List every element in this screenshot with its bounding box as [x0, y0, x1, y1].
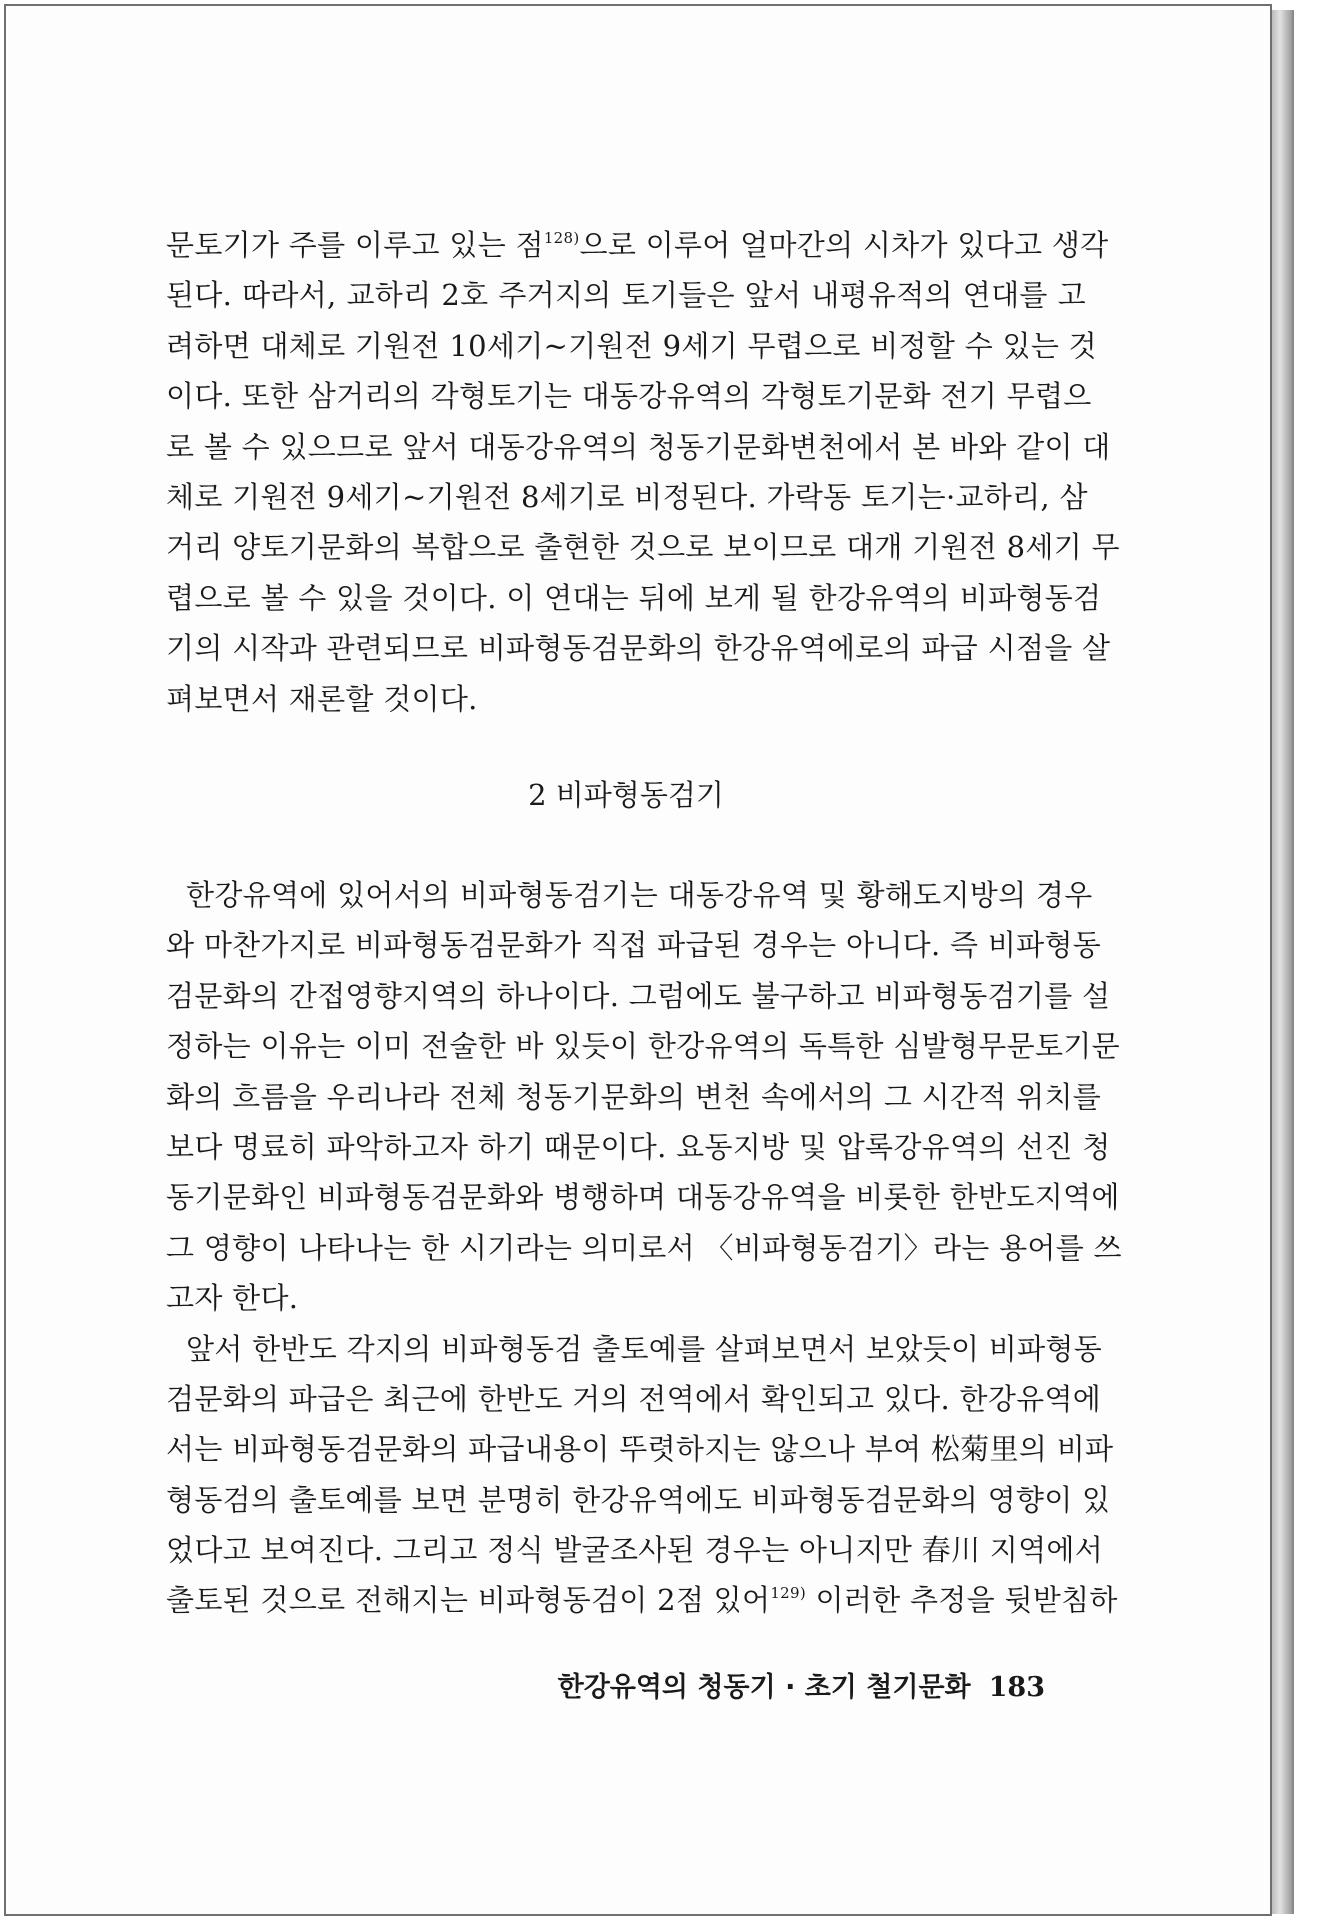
paragraph-1-line-8: 렵으로 볼 수 있을 것이다. 이 연대는 뒤에 보게 될 한강유역의 비파형동검 [166, 580, 1102, 615]
paragraph-2-line-1: 한강유역에 있어서의 비파형동검기는 대동강유역 및 황해도지방의 경우 [186, 878, 1093, 912]
paragraph-3 [166, 1324, 1118, 1626]
paragraph-1-line-9: 기의 시작과 관련되므로 비파형동검문화의 한강유역에로의 파급 시점을 살 [166, 631, 1111, 666]
page-stack-edge [1272, 10, 1294, 1914]
paragraph-2-line-6: 보다 명료히 파악하고자 하기 때문이다. 요동지방 및 압록강유역의 선진 청 [166, 1129, 1111, 1164]
paragraph-2-line-2: 와 마찬가지로 비파형동검문화가 직접 파급된 경우는 아니다. 즉 비파형동 [166, 928, 1102, 963]
paragraph-2-line-7: 동기문화인 비파형동검문화와 병행하며 대동강유역을 비롯한 한반도지역에 [166, 1180, 1120, 1215]
section-title: 2 비파형동검기 [528, 778, 724, 812]
running-title: 한강유역의 청동기 · 초기 철기문화 [557, 1672, 971, 1703]
paragraph-1 [166, 220, 1120, 724]
paragraph-3-line-1: 앞서 한반도 각지의 비파형동검 출토예를 살펴보면서 보았듯이 비파형동 [186, 1331, 1103, 1366]
paragraph-1-line-4: 이다. 또한 삼거리의 각형토기는 대동강유역의 각형토기문화 전기 무렵으 [166, 379, 1092, 414]
paragraph-1-line-3: 려하면 대체로 기원전 10세기~기원전 9세기 무렵으로 비정할 수 있는 것 [166, 328, 1097, 363]
paragraph-2-line-9: 고자 한다. [166, 1281, 299, 1316]
paragraph-3-line-6 [166, 1575, 1118, 1625]
paragraph-1-line-1-end: 으로 이루어 얼마간의 시차가 있다고 생각 [579, 228, 1109, 262]
paragraph-1-line-1 [166, 220, 1109, 270]
paragraph-1-line-7: 거리 양토기문화의 복합으로 출현한 것으로 보이므로 대개 기원전 8세기 무 [166, 530, 1120, 565]
paragraph-1-line-10: 펴보면서 재론할 것이다. [166, 681, 478, 716]
paragraph-2-line-3: 검문화의 간접영향지역의 하나이다. 그럼에도 불구하고 비파형동검기를 설 [166, 978, 1111, 1013]
paragraph-3-line-6-start: 출토된 것으로 전해지는 비파형동검이 2점 있어 [166, 1583, 771, 1618]
paragraph-1-line-1-start: 문토기가 주를 이루고 있는 점 [166, 228, 544, 262]
paragraph-3-line-4: 형동검의 출토예를 보면 분명히 한강유역에도 비파형동검문화의 영향이 있 [166, 1482, 1111, 1517]
paragraph-3-line-3: 서는 비파형동검문화의 파급내용이 뚜렷하지는 않으나 부여 松菊里의 비파 [166, 1432, 1114, 1467]
footnote-ref-129: 129) [770, 1584, 806, 1603]
paragraph-1-line-6: 체로 기원전 9세기~기원전 8세기로 비정된다. 가락동 토기는·교하리, 삼 [166, 479, 1088, 514]
paragraph-3-line-2: 검문화의 파급은 최근에 한반도 거의 전역에서 확인되고 있다. 한강유역에 [166, 1381, 1102, 1416]
paragraph-1-line-5: 로 볼 수 있으므로 앞서 대동강유역의 청동기문화변천에서 본 바와 같이 대 [166, 429, 1111, 464]
paragraph-1-line-2: 된다. 따라서, 교하리 2호 주거지의 토기들은 앞서 내평유적의 연대를 고 [166, 278, 1086, 313]
paragraph-2-line-4: 정하는 이유는 이미 전술한 바 있듯이 한강유역의 독특한 심발형무문토기문 [166, 1029, 1120, 1064]
paragraph-1-text [166, 220, 1120, 724]
page-footer [555, 1668, 1045, 1708]
paragraph-3-line-6-end: 이러한 추정을 뒷받침하 [806, 1583, 1118, 1618]
page-number: 183 [988, 1672, 1045, 1703]
paragraph-2 [166, 870, 1122, 1324]
body-text [166, 870, 1122, 1626]
paragraph-3-line-5: 었다고 보여진다. 그리고 정식 발굴조사된 경우는 아니지만 春川 지역에서 [166, 1533, 1104, 1568]
footnote-ref-128: 128) [543, 229, 580, 247]
paragraph-2-line-5: 화의 흐름을 우리나라 전체 청동기문화의 변천 속에서의 그 시간적 위치를 [166, 1079, 1102, 1114]
paragraph-2-line-8: 그 영향이 나타나는 한 시기라는 의미로서 〈비파형동검기〉라는 용어를 쓰 [166, 1230, 1122, 1265]
